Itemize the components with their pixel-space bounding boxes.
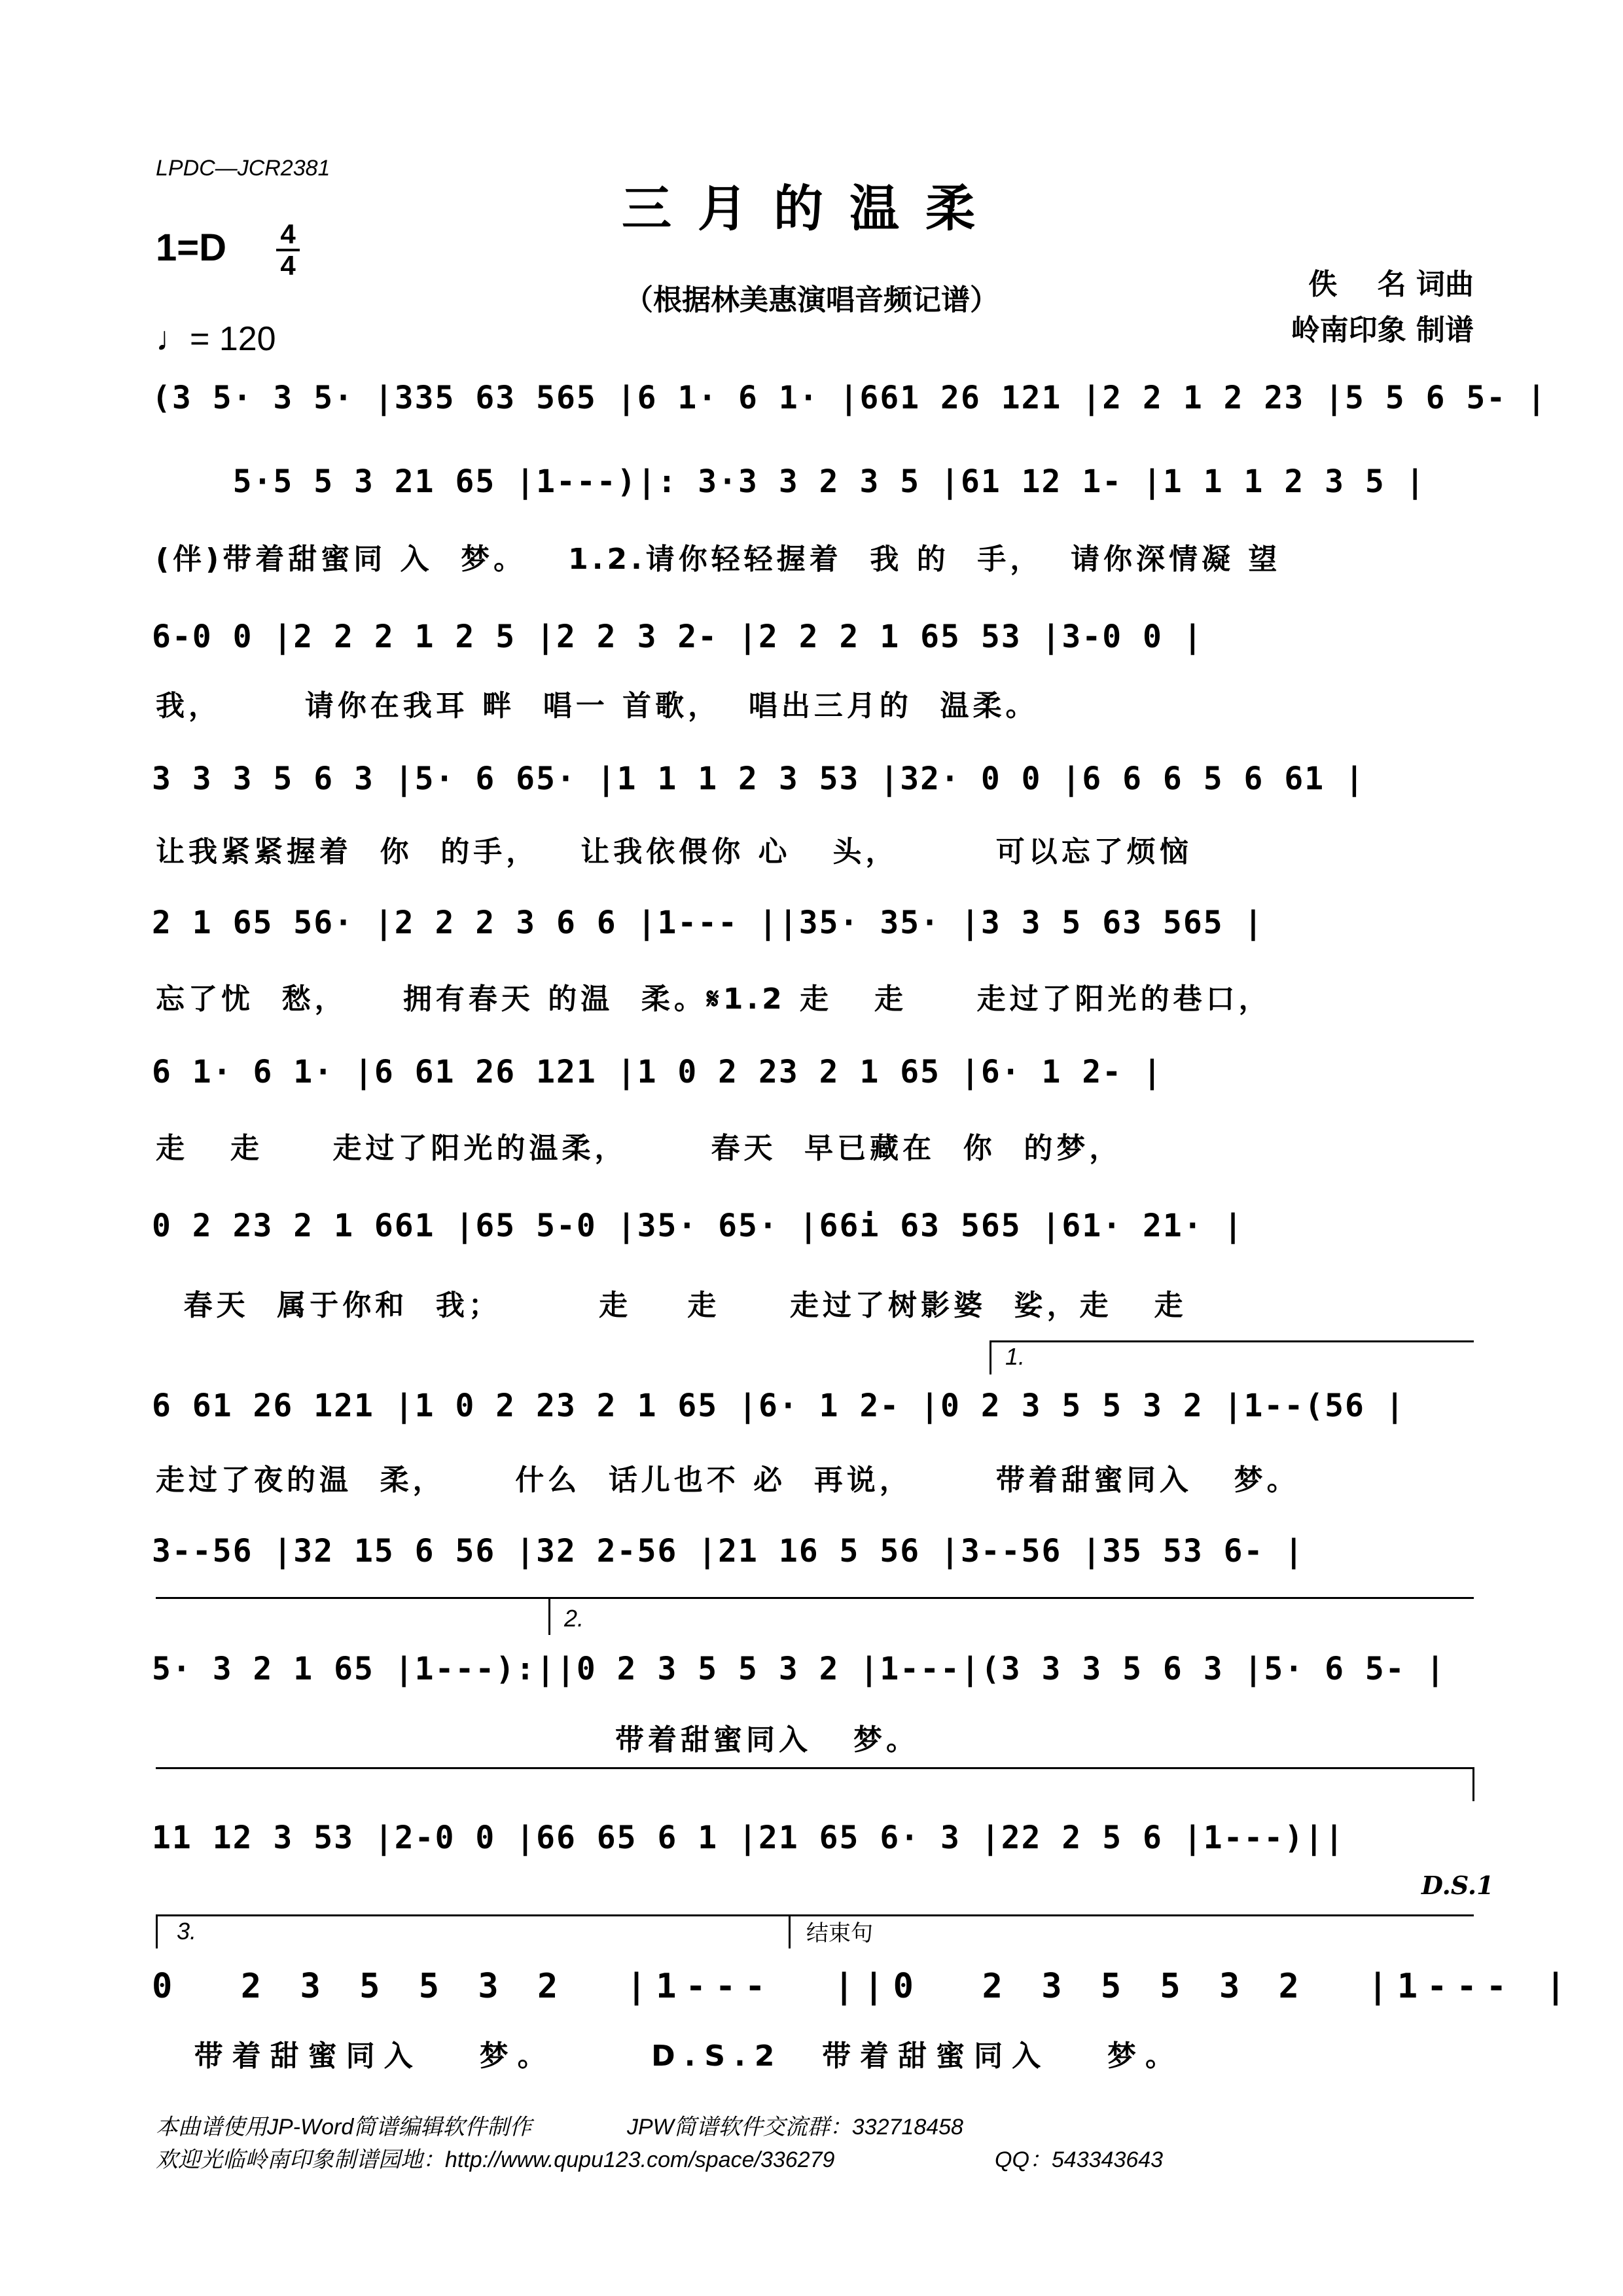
volta-2-label: 2. [564,1605,584,1632]
volta-1-bracket-hook [990,1340,991,1374]
ending-label: 结束句 [806,1920,873,1946]
row-11-top-line [156,1767,1474,1769]
notation-row-1: (3 5· 3 5· |335 63 565 |6 1· 6 1· |661 26 121 |2 2 1 2 23 |5 5 6 5- | [152,380,1547,416]
footer-group-note: JPW简谱软件交流群：332718458 [627,2115,963,2140]
dal-segno-1: D.S.1 [1421,1871,1494,1900]
notation-row-7: 0 2 23 2 1 661 |65 5-0 |35· 65· |66i 63 565 |61· 21· | [152,1208,1244,1244]
volta-3-label: 3. [177,1918,197,1945]
lyric-row-8: 走过了夜的温 柔， 什么 话儿也不 必 再说， 带着甜蜜同入 梦。 [156,1463,1300,1497]
row-9-continuation-line [156,1597,1474,1599]
footer-qq: QQ：543343643 [995,2147,1164,2172]
time-signature-bottom: 4 [280,250,296,281]
notation-row-3: 6-0 0 |2 2 2 1 2 5 |2 2 3 2- |2 2 2 1 65 53 |3-0 0 | [152,619,1204,655]
credit-arranger: 岭南印象 制谱 [1291,314,1474,347]
notation-row-2: 5·5 5 3 21 65 |1---)|: 3·3 3 2 3 5 |61 12 1- |1 1 1 2 3 5 | [152,463,1426,500]
credit-lyrics: 佚 名 词曲 [1308,268,1474,301]
notation-row-10: 5· 3 2 1 65 |1---):||0 2 3 5 5 3 2 |1---|(3 3 3 5 6 3 |5· 6 5- | [152,1651,1446,1687]
time-signature-top: 4 [280,219,296,249]
lyric-row-7: 春天 属于你和 我； 走 走 走过了树影婆 娑，走 走 [156,1289,1187,1322]
notation-row-4: 3 3 3 5 6 3 |5· 6 65· |1 1 1 2 3 53 |32· 0 0 |6 6 6 5 6 61 | [152,761,1365,797]
song-title: 三月的温柔 [622,179,1001,238]
notation-row-5: 2 1 65 56· |2 2 2 3 6 6 |1--- ||35· 35· |3 3 5 63 565 | [152,905,1264,941]
ending-bracket-hook [789,1914,791,1948]
lyric-row-5: 忘了忧 愁， 拥有春天 的温 柔。𝄋1.2 走 走 走过了阳光的巷口， [156,982,1272,1016]
volta-2-bracket-hook [548,1597,550,1635]
notation-row-8: 6 61 26 121 |1 0 2 23 2 1 65 |6· 1 2- |0 2 3 5 5 3 2 |1--(56 | [152,1388,1406,1424]
footer-website: 欢迎光临岭南印象制谱园地：http://www.qupu123.com/space/336279 [156,2147,835,2172]
volta-3-bracket-hook [156,1914,158,1948]
notation-row-11: 11 12 3 53 |2-0 0 |66 65 6 1 |21 65 6· 3 |22 2 5 6 |1---)|| [152,1820,1346,1856]
score-code: LPDC—JCR2381 [156,156,330,181]
lyric-row-12: 带着甜蜜同入 梦。 D.S.2 带着甜蜜同入 梦。 [156,2039,1184,2073]
lyric-row-10: 带着甜蜜同入 梦。 [615,1723,919,1757]
tempo-mark: ♩= 120 [156,320,276,358]
footer-software-note: 本曲谱使用JP-Word简谱编辑软件制作 [156,2115,532,2140]
lyric-row-6: 走 走 走过了阳光的温柔， 春天 早已藏在 你 的梦， [156,1132,1122,1165]
volta-1-bracket [990,1340,1474,1342]
subtitle: （根据林美惠演唱音频记谱） [624,283,999,317]
notation-row-9: 3--56 |32 15 6 56 |32 2-56 |21 16 5 56 |3--56 |35 53 6- | [152,1533,1305,1570]
lyric-row-2: (伴)带着甜蜜同 入 梦。 1.2.请你轻轻握着 我 的 手， 请你深情凝 望 [156,543,1281,576]
volta-1-label: 1. [1005,1343,1026,1370]
lyric-row-4: 让我紧紧握着 你 的手， 让我依偎你 心 头， 可以忘了烦恼 [156,835,1192,869]
notation-row-6: 6 1· 6 1· |6 61 26 121 |1 0 2 23 2 1 65 |6· 1 2- | [152,1054,1163,1090]
time-signature [274,221,302,279]
row-11-right-hook [1472,1767,1474,1801]
key-signature: 1=D [156,226,227,269]
notation-row-12: 0 2 3 5 5 3 2 |1--- ||0 2 3 5 5 3 2 |1--- | [152,1967,1575,2006]
lyric-row-3: 我， 请你在我耳 畔 唱一 首歌， 唱出三月的 温柔。 [156,689,1039,723]
